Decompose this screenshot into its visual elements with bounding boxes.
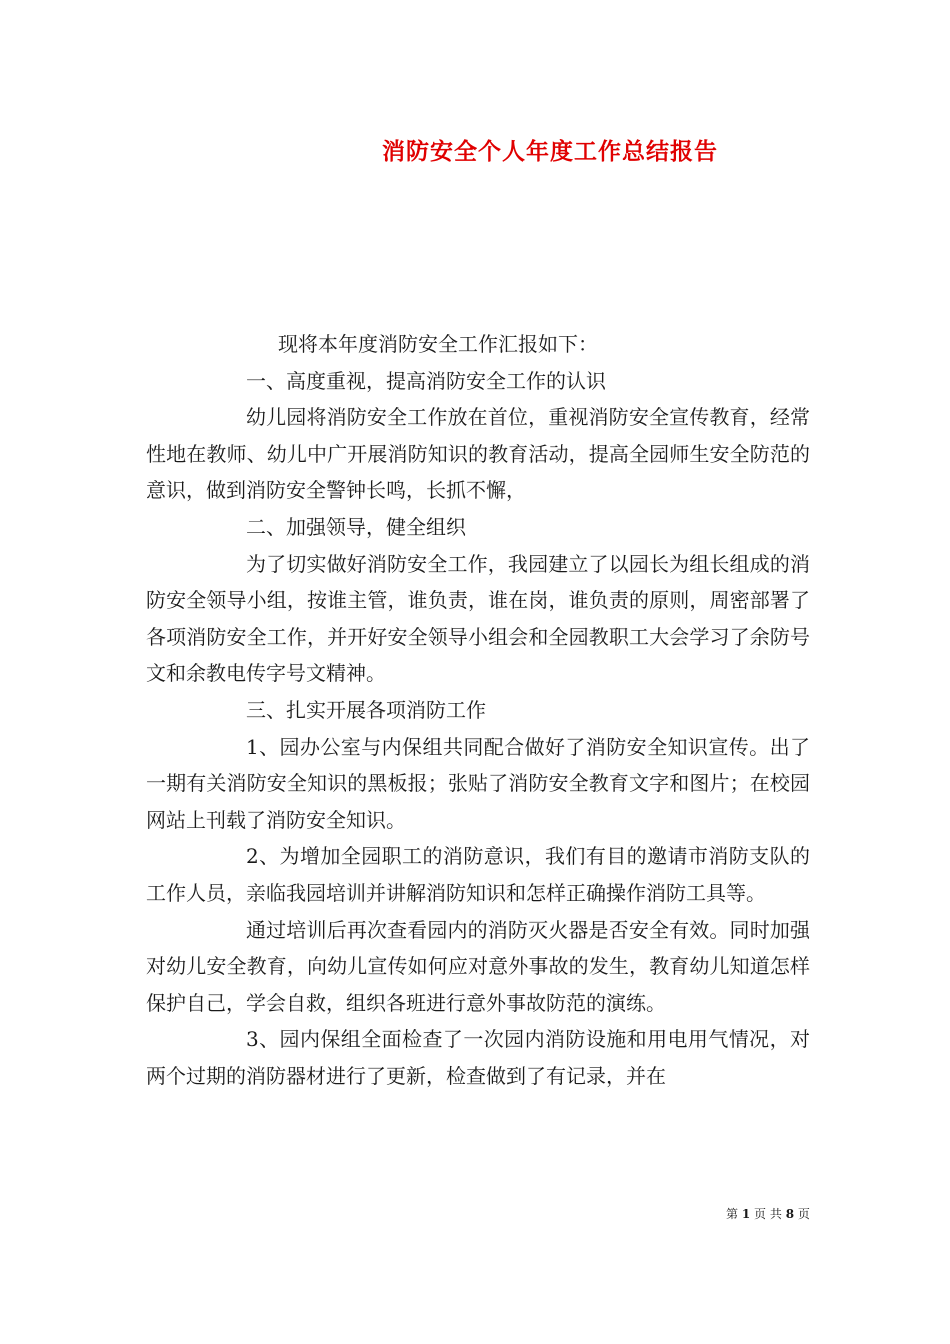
section-heading: 三、扎实开展各项消防工作 [246, 697, 486, 722]
footer-page-number: 1 [741, 1207, 751, 1221]
section-heading: 二、加强领导，健全组织 [246, 514, 466, 539]
paragraph: 3、园内保组全面检查了一次园内消防设施和用电用气情况，对两个过期的消防器材进行了更新，检查做到了有记录，并在 [146, 1027, 810, 1088]
section-heading: 一、高度重视，提高消防安全工作的认识 [246, 368, 606, 393]
paragraph: 2、为增加全园职工的消防意识，我们有目的邀请市消防支队的工作人员，亲临我园培训并讲解消防知识和怎样正确操作消防工具等。 [146, 844, 810, 905]
footer-prefix: 第 [726, 1207, 739, 1221]
paragraph: 幼儿园将消防安全工作放在首位，重视消防安全宣传教育，经常性地在教师、幼儿中广开展消防知识的教育活动，提高全园师生安全防范的意识，做到消防安全警钟长鸣，长抓不懈， [146, 405, 810, 503]
footer-suffix: 页 [797, 1207, 810, 1221]
page-number-footer [726, 1205, 810, 1222]
footer-total-pages: 8 [785, 1207, 795, 1221]
paragraph: 为了切实做好消防安全工作，我园建立了以园长为组长组成的消防安全领导小组，按谁主管，谁负责，谁在岗，谁负责的原则，周密部署了各项消防安全工作，并开好安全领导小组会和全园教职工大会学习了余防号文和余教电传字号文精神。 [146, 551, 810, 686]
document-title: 消防安全个人年度工作总结报告 [382, 138, 718, 165]
paragraph: 1、园办公室与内保组共同配合做好了消防安全知识宣传。出了一期有关消防安全知识的黑板报；张贴了消防安全教育文字和图片；在校园网站上刊载了消防安全知识。 [146, 734, 810, 832]
paragraph: 现将本年度消防安全工作汇报如下： [278, 332, 598, 356]
footer-middle: 页 共 [754, 1207, 782, 1221]
document-body [146, 326, 810, 1094]
paragraph: 通过培训后再次查看园内的消防灭火器是否安全有效。同时加强对幼儿安全教育，向幼儿宣传如何应对意外事故的发生，教育幼儿知道怎样保护自己，学会自救，组织各班进行意外事故防范的演练。 [146, 917, 810, 1015]
